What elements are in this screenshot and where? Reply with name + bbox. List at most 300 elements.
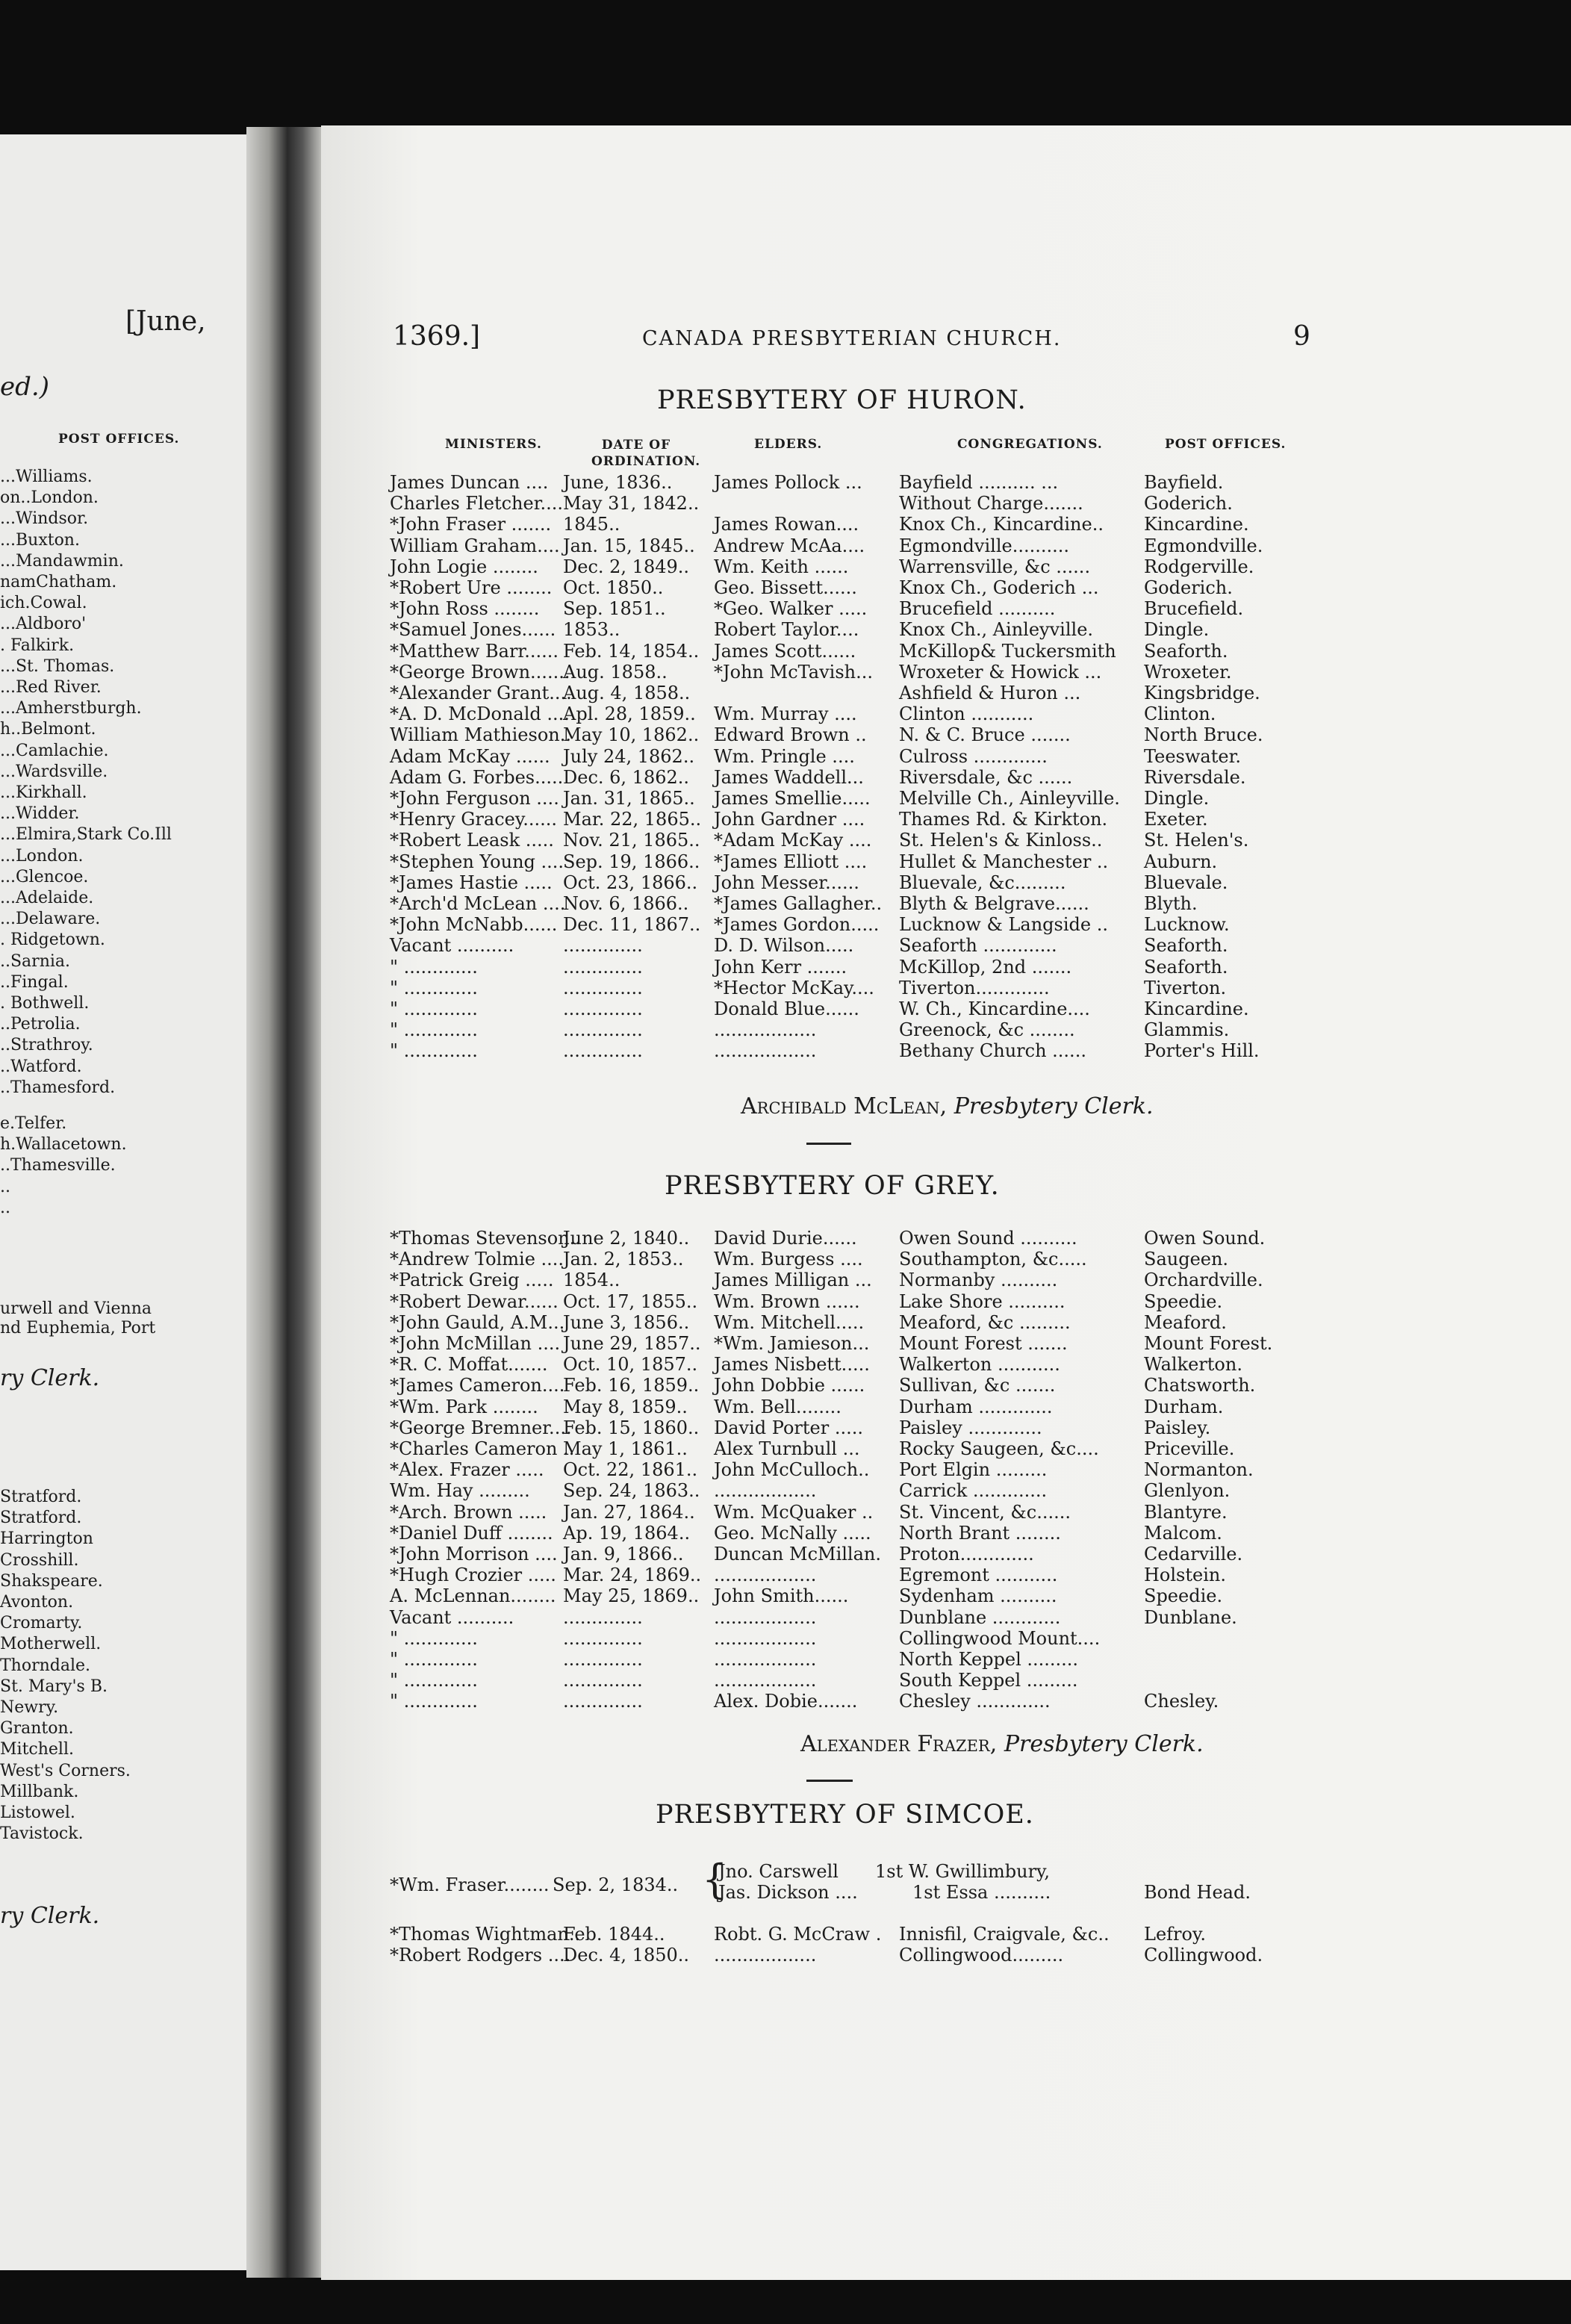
- elder-name: David Porter .....: [714, 1417, 863, 1438]
- minister-name: *Alexander Grant....: [390, 683, 572, 703]
- post-office: Kingsbridge.: [1144, 683, 1260, 703]
- divider: [806, 1143, 851, 1145]
- minister-name: *John Ferguson ....: [390, 788, 559, 809]
- congregation: Owen Sound ..........: [899, 1228, 1077, 1249]
- ordination-date: ..............: [563, 1649, 643, 1670]
- congregation: Hullet & Manchester ..: [899, 851, 1109, 872]
- congregation: Wroxeter & Howick ...: [899, 661, 1102, 683]
- minister-name: *Thomas Stevenson..: [390, 1228, 581, 1249]
- elder-name: John Kerr .......: [714, 956, 847, 978]
- minister-name: " .............: [390, 998, 478, 1019]
- post-office: Bayfield.: [1144, 472, 1224, 493]
- elder-name: ..................: [714, 1040, 817, 1062]
- list-item: . Bothwell.: [0, 994, 90, 1013]
- post-office: Normanton.: [1144, 1459, 1254, 1481]
- minister-name: *Robert Rodgers ....: [390, 1945, 571, 1966]
- main-page: [321, 125, 1571, 2280]
- elder-name: *Geo. Walker .....: [714, 598, 868, 620]
- col-ministers: MINISTERS.: [445, 437, 542, 452]
- table-row: [390, 724, 1495, 745]
- congregation: N. & C. Bruce .......: [899, 724, 1071, 746]
- list-item: ...Adelaide.: [0, 889, 94, 907]
- table-row: [390, 809, 1495, 830]
- elder-name: John Gardner ....: [714, 809, 865, 830]
- ordination-date: Sep. 2, 1834..: [553, 1874, 679, 1895]
- elder-name: *John McTavish...: [714, 661, 873, 683]
- table-row: [390, 1585, 1495, 1606]
- ordination-date: Sep. 24, 1863..: [563, 1480, 700, 1502]
- elder-name: ..................: [714, 1019, 817, 1041]
- congregation: Port Elgin .........: [899, 1459, 1048, 1481]
- congregation: Brucefield ..........: [899, 598, 1056, 620]
- ordination-date: Dec. 6, 1862..: [563, 766, 690, 788]
- minister-name: Vacant ..........: [390, 1606, 514, 1628]
- continued-label: ed.): [0, 372, 49, 402]
- list-item: ..Petrolia.: [0, 1015, 81, 1034]
- minister-name: William Mathieson..: [390, 724, 571, 746]
- table-row: [390, 1945, 1495, 1966]
- congregation: McKillop, 2nd .......: [899, 956, 1072, 978]
- elder-name: Geo. McNally .....: [714, 1522, 871, 1544]
- list-item: Millbank.: [0, 1782, 79, 1801]
- list-item: on..London.: [0, 488, 99, 508]
- post-office: Dunblane.: [1144, 1606, 1237, 1628]
- table-row: [390, 830, 1495, 851]
- congregation: Without Charge.......: [899, 493, 1083, 515]
- congregation: Egremont ...........: [899, 1565, 1058, 1586]
- table-row: [390, 893, 1495, 914]
- list-item: Crosshill.: [0, 1550, 79, 1570]
- congregation: Paisley .............: [899, 1417, 1042, 1438]
- table-row: [390, 1649, 1495, 1670]
- elder-name: Donald Blue......: [714, 998, 859, 1019]
- ordination-date: 1845..: [563, 514, 620, 535]
- table-row: [390, 1270, 1495, 1290]
- huron-clerk-name: Archibald McLean,: [741, 1093, 948, 1119]
- table-row: [390, 1502, 1495, 1523]
- elder-name: Andrew McAa....: [714, 535, 865, 556]
- elder-name: David Durie......: [714, 1228, 857, 1249]
- elder-name: ..................: [714, 1627, 817, 1649]
- minister-name: " .............: [390, 1691, 478, 1712]
- elder-name: Wm. Brown ......: [714, 1290, 860, 1312]
- table-row: [390, 957, 1495, 978]
- post-office: Bond Head.: [1144, 1882, 1251, 1903]
- minister-name: Vacant ..........: [390, 935, 514, 957]
- list-item: ..Thamesford.: [0, 1078, 116, 1097]
- ordination-date: Mar. 22, 1865..: [563, 809, 702, 830]
- facing-page-header: [June,: [125, 306, 206, 337]
- table-row: [390, 641, 1495, 662]
- post-office: Chesley.: [1144, 1691, 1219, 1712]
- list-item: Tavistock.: [0, 1824, 84, 1844]
- post-office: Cedarville.: [1144, 1544, 1243, 1565]
- post-office: Blyth.: [1144, 893, 1198, 914]
- minister-name: *Andrew Tolmie ....: [390, 1249, 564, 1270]
- list-item: ...Widder.: [0, 804, 80, 824]
- huron-clerk: [741, 1093, 1154, 1119]
- minister-name: *Arch. Brown .....: [390, 1501, 547, 1523]
- minister-name: *John Ross ........: [390, 598, 540, 620]
- post-office: Blantyre.: [1144, 1501, 1228, 1523]
- elder-name: ..................: [714, 1480, 817, 1502]
- list-item: ...Kirkhall.: [0, 783, 87, 802]
- post-office: Paisley.: [1144, 1417, 1211, 1438]
- ordination-date: ..............: [563, 956, 643, 978]
- congregation: Knox Ch., Ainleyville.: [899, 619, 1094, 641]
- table-row: [390, 788, 1495, 809]
- ordination-date: June 29, 1857..: [563, 1333, 701, 1354]
- page-year: 1369.]: [393, 321, 481, 352]
- grey-heading: PRESBYTERY OF GREY.: [665, 1171, 1000, 1201]
- table-row: [390, 1333, 1495, 1354]
- congregation: Warrensville, &c ......: [899, 556, 1091, 577]
- table-row: [390, 1565, 1495, 1585]
- table-row: [390, 662, 1495, 683]
- congregation: Chesley .............: [899, 1691, 1051, 1712]
- table-row: [390, 1523, 1495, 1544]
- congregation: Knox Ch., Kincardine..: [899, 514, 1104, 535]
- congregation: Culross .............: [899, 745, 1048, 767]
- table-row: [390, 746, 1495, 767]
- table-row: [390, 1396, 1495, 1417]
- list-item: ...Mandawmin.: [0, 551, 124, 571]
- congregation: Lake Shore ..........: [899, 1290, 1066, 1312]
- minister-name: *Alex. Frazer .....: [390, 1459, 544, 1481]
- list-item: ..Sarnia.: [0, 951, 71, 971]
- grey-clerk-title: Presbytery Clerk.: [1004, 1731, 1204, 1757]
- minister-name: *James Cameron....: [390, 1375, 565, 1396]
- ordination-date: Feb. 15, 1860..: [563, 1417, 700, 1438]
- ordination-date: 1853..: [563, 619, 620, 641]
- ordination-date: Dec. 4, 1850..: [563, 1945, 690, 1966]
- minister-name: *Robert Leask .....: [390, 830, 554, 851]
- elder-name: John Smith......: [714, 1585, 849, 1607]
- list-item: ...Amherstburgh.: [0, 699, 142, 718]
- congregation: Clinton ...........: [899, 703, 1034, 725]
- congregation: Walkerton ...........: [899, 1354, 1060, 1376]
- ordination-date: June 3, 1856..: [563, 1311, 690, 1333]
- post-office: Teeswater.: [1144, 745, 1242, 767]
- elder-name: James Pollock ...: [714, 472, 862, 493]
- minister-name: John Logie ........: [390, 556, 538, 577]
- table-row: [390, 1628, 1495, 1649]
- elder-name: Jas. Dickson ....: [718, 1882, 858, 1903]
- post-office: Kincardine.: [1144, 514, 1249, 535]
- table-row: [390, 619, 1495, 640]
- huron-heading: PRESBYTERY OF HURON.: [657, 385, 1027, 415]
- elder-name: Wm. Burgess ....: [714, 1249, 863, 1270]
- post-office: Seaforth.: [1144, 935, 1228, 957]
- ordination-date: Jan. 9, 1866..: [563, 1544, 684, 1565]
- elder-name: ..................: [714, 1565, 817, 1586]
- post-office: Dingle.: [1144, 619, 1210, 641]
- post-office: Priceville.: [1144, 1438, 1235, 1459]
- minister-name: *Wm. Fraser........: [390, 1874, 550, 1895]
- congregation: Collingwood.........: [899, 1945, 1064, 1966]
- list-item: ..Thamesville.: [0, 1156, 116, 1175]
- elder-name: James Nisbett.....: [714, 1354, 870, 1376]
- ordination-date: Dec. 11, 1867..: [563, 914, 701, 936]
- huron-clerk-title: Presbytery Clerk.: [954, 1093, 1154, 1119]
- minister-name: *Robert Ure ........: [390, 577, 553, 598]
- minister-name: " .............: [390, 1627, 478, 1649]
- post-office: Porter's Hill.: [1144, 1040, 1260, 1062]
- table-row: [390, 1480, 1495, 1501]
- congregation: Collingwood Mount....: [899, 1627, 1101, 1649]
- list-item: St. Mary's B.: [0, 1677, 108, 1696]
- elder-name: Wm. Keith ......: [714, 556, 849, 577]
- congregation: South Keppel .........: [899, 1670, 1078, 1691]
- table-row: [390, 1856, 1495, 1904]
- ordination-date: ..............: [563, 1606, 643, 1628]
- facing-clerk-2: ry Clerk.: [0, 1903, 100, 1929]
- post-office: Mount Forest.: [1144, 1333, 1273, 1354]
- table-row: [390, 1019, 1495, 1040]
- col-date: DATE OF ORDINATION.: [591, 438, 701, 469]
- elder-name: *James Gordon.....: [714, 914, 880, 936]
- post-office: Tiverton.: [1144, 977, 1227, 998]
- ordination-date: ..............: [563, 1691, 643, 1712]
- minister-name: A. McLennan........: [390, 1585, 556, 1607]
- grey-clerk-name: Alexander Frazer,: [800, 1731, 998, 1757]
- congregation: Lucknow & Langside ..: [899, 914, 1108, 936]
- list-item: Harrington: [0, 1529, 93, 1549]
- col-congregations: CONGREGATIONS.: [957, 437, 1103, 452]
- list-item: Shakspeare.: [0, 1571, 103, 1591]
- elder-name: James Smellie.....: [714, 788, 871, 809]
- table-row: [390, 683, 1495, 703]
- congregation: Thames Rd. & Kirkton.: [899, 809, 1108, 830]
- congregation: Bethany Church ......: [899, 1040, 1086, 1062]
- elder-name: James Rowan....: [714, 514, 859, 535]
- congregation: Mount Forest .......: [899, 1333, 1068, 1354]
- table-row: [390, 1249, 1495, 1270]
- ordination-date: Feb. 1844..: [563, 1924, 665, 1945]
- elder-name: D. D. Wilson.....: [714, 935, 854, 957]
- list-item: Stratford.: [0, 1488, 82, 1506]
- post-office: Clinton.: [1144, 703, 1216, 725]
- congregation: Greenock, &c ........: [899, 1019, 1075, 1041]
- minister-name: *Thomas Wightman..: [390, 1924, 581, 1945]
- elder-name: Wm. McQuaker ..: [714, 1501, 874, 1523]
- congregation: 1st W. Gwillimbury,: [875, 1861, 1051, 1882]
- congregation: McKillop& Tuckersmith: [899, 640, 1116, 662]
- congregation: North Keppel .........: [899, 1649, 1079, 1670]
- minister-name: *Hugh Crozier .....: [390, 1565, 556, 1586]
- elder-name: *James Gallagher..: [714, 893, 883, 914]
- ordination-date: Dec. 2, 1849..: [563, 556, 690, 577]
- elder-name: ..................: [714, 1649, 817, 1670]
- elder-name: *Wm. Jamieson...: [714, 1333, 870, 1354]
- table-row: [390, 1354, 1495, 1375]
- ordination-date: Mar. 24, 1869..: [563, 1565, 702, 1586]
- minister-name: " .............: [390, 1670, 478, 1691]
- table-row: [390, 851, 1495, 872]
- ordination-date: Ap. 19, 1864..: [563, 1522, 691, 1544]
- congregation: St. Helen's & Kinloss..: [899, 830, 1103, 851]
- table-row: [390, 598, 1495, 619]
- minister-name: *John Morrison ....: [390, 1544, 558, 1565]
- minister-name: *George Bremner....: [390, 1417, 572, 1438]
- table-row: [390, 1924, 1495, 1945]
- list-item: Motherwell.: [0, 1635, 102, 1654]
- ordination-date: Nov. 21, 1865..: [563, 830, 700, 851]
- minister-name: *John Gauld, A.M...: [390, 1311, 565, 1333]
- ordination-date: 1854..: [563, 1270, 620, 1291]
- ordination-date: Oct. 17, 1855..: [563, 1290, 698, 1312]
- congregation: Normanby ..........: [899, 1270, 1058, 1291]
- minister-name: *John McMillan ....: [390, 1333, 561, 1354]
- minister-name: *Arch'd McLean ....: [390, 893, 566, 914]
- ordination-date: May 31, 1842..: [563, 493, 700, 515]
- congregation: Meaford, &c .........: [899, 1311, 1071, 1333]
- table-row: [390, 703, 1495, 724]
- elder-name: Alex Turnbull ...: [714, 1438, 860, 1459]
- ordination-date: July 24, 1862..: [563, 745, 695, 767]
- table-row: [390, 935, 1495, 956]
- elder-name: James Scott......: [714, 640, 856, 662]
- table-row: [390, 1040, 1495, 1061]
- ordination-date: Apl. 28, 1859..: [563, 703, 696, 725]
- facing-page: [0, 134, 246, 2270]
- elder-name: Robt. G. McCraw .: [714, 1924, 882, 1945]
- elder-name: Duncan McMillan.: [714, 1544, 882, 1565]
- congregation: Sydenham ..........: [899, 1585, 1057, 1607]
- ordination-date: Sep. 1851..: [563, 598, 666, 620]
- list-item: ..Watford.: [0, 1057, 82, 1076]
- post-office: Orchardville.: [1144, 1270, 1263, 1291]
- minister-name: *Charles Cameron ..: [390, 1438, 575, 1459]
- ordination-date: Aug. 1858..: [563, 661, 668, 683]
- congregation: Rocky Saugeen, &c....: [899, 1438, 1099, 1459]
- ordination-date: ..............: [563, 1019, 643, 1041]
- elder-name: James Waddell...: [714, 766, 864, 788]
- ordination-date: Oct. 10, 1857..: [563, 1354, 698, 1376]
- list-item: Granton.: [0, 1719, 74, 1739]
- ordination-date: June, 1836..: [563, 472, 673, 493]
- ordination-date: Oct. 23, 1866..: [563, 872, 698, 893]
- congregation: Seaforth .............: [899, 935, 1057, 957]
- post-office: Glammis.: [1144, 1019, 1230, 1041]
- table-row: [390, 1459, 1495, 1480]
- post-office: Kincardine.: [1144, 998, 1249, 1019]
- post-office: Chatsworth.: [1144, 1375, 1256, 1396]
- elder-name: Robert Taylor....: [714, 619, 859, 641]
- ordination-date: Aug. 4, 1858..: [563, 683, 691, 703]
- post-office: Owen Sound.: [1144, 1228, 1266, 1249]
- table-row: [390, 914, 1495, 935]
- post-office: Riversdale.: [1144, 766, 1246, 788]
- elder-name: *James Elliott ....: [714, 851, 868, 872]
- ordination-date: May 25, 1869..: [563, 1585, 700, 1607]
- minister-name: *Samuel Jones......: [390, 619, 556, 641]
- list-item: e.Telfer.: [0, 1114, 67, 1133]
- post-offices-label: POST OFFICES.: [58, 432, 180, 447]
- table-row: [390, 514, 1495, 535]
- ordination-date: ..............: [563, 998, 643, 1019]
- post-office: Lefroy.: [1144, 1924, 1206, 1945]
- ordination-date: Jan. 27, 1864..: [563, 1501, 695, 1523]
- post-office: Glenlyon.: [1144, 1480, 1231, 1502]
- ordination-date: Nov. 6, 1866..: [563, 893, 689, 914]
- elder-name: Edward Brown ..: [714, 724, 867, 746]
- minister-name: *James Hastie .....: [390, 872, 553, 893]
- minister-name: " .............: [390, 977, 478, 998]
- minister-name: *George Brown.......: [390, 661, 570, 683]
- list-item: h.Wallacetown.: [0, 1135, 127, 1155]
- ordination-date: ..............: [563, 1670, 643, 1691]
- list-item: ..: [0, 1198, 10, 1217]
- post-office: Rodgerville.: [1144, 556, 1254, 577]
- ordination-date: Feb. 16, 1859..: [563, 1375, 700, 1396]
- elder-name: Geo. Bissett......: [714, 577, 857, 598]
- elder-name: John McCulloch..: [714, 1459, 870, 1481]
- congregation: Riversdale, &c ......: [899, 766, 1073, 788]
- table-row: [390, 1375, 1495, 1396]
- congregation: Durham .............: [899, 1396, 1053, 1417]
- table-row: [390, 872, 1495, 893]
- table-row: [390, 1438, 1495, 1459]
- post-office: Saugeen.: [1144, 1249, 1229, 1270]
- minister-name: " .............: [390, 1649, 478, 1670]
- congregation: Egmondville..........: [899, 535, 1069, 556]
- minister-name: *Robert Dewar......: [390, 1290, 559, 1312]
- list-item: ...Glencoe.: [0, 867, 89, 886]
- minister-name: *Matthew Barr......: [390, 640, 559, 662]
- elder-name: John Dobbie ......: [714, 1375, 865, 1396]
- minister-name: Adam G. Forbes.....: [390, 766, 564, 788]
- list-item: ..: [0, 1177, 10, 1196]
- congregation: Southampton, &c.....: [899, 1249, 1087, 1270]
- table-row: [390, 577, 1495, 598]
- col-elders: ELDERS.: [754, 437, 823, 452]
- facing-note-line-1: urwell and Vienna: [0, 1299, 152, 1318]
- list-item: Stratford.: [0, 1509, 82, 1528]
- minister-name: *Daniel Duff ........: [390, 1522, 553, 1544]
- elder-name: Wm. Bell........: [714, 1396, 842, 1417]
- list-item: Thorndale.: [0, 1656, 91, 1675]
- post-office: Exeter.: [1144, 809, 1208, 830]
- ordination-date: ..............: [563, 1040, 643, 1062]
- ordination-date: Jan. 2, 1853..: [563, 1249, 684, 1270]
- list-item: ...Buxton.: [0, 530, 80, 550]
- congregation: Bluevale, &c.........: [899, 872, 1066, 893]
- table-row: [390, 472, 1495, 493]
- elder-name: Alex. Dobie.......: [714, 1691, 858, 1712]
- post-office: Goderich.: [1144, 577, 1233, 598]
- elder-name: James Milligan ...: [714, 1270, 872, 1291]
- table-row: [390, 1670, 1495, 1691]
- table-row: [390, 1544, 1495, 1565]
- minister-name: *John Fraser .......: [390, 514, 552, 535]
- elder-name: John Messer......: [714, 872, 859, 893]
- post-office: Bluevale.: [1144, 872, 1228, 893]
- minister-name: *John McNabb......: [390, 914, 558, 936]
- grey-clerk: [800, 1731, 1204, 1757]
- table-row: [390, 556, 1495, 577]
- elder-name: Wm. Pringle ....: [714, 745, 855, 767]
- simcoe-heading: PRESBYTERY OF SIMCOE.: [656, 1800, 1034, 1830]
- list-item: ...Camlachie.: [0, 741, 109, 760]
- elder-name: Wm. Mitchell.....: [714, 1311, 865, 1333]
- book-gutter: [246, 127, 321, 2278]
- table-row: [390, 1417, 1495, 1438]
- list-item: ...Red River.: [0, 678, 102, 697]
- list-item: Avonton.: [0, 1593, 74, 1612]
- congregation: Tiverton.............: [899, 977, 1050, 998]
- ordination-date: ..............: [563, 935, 643, 957]
